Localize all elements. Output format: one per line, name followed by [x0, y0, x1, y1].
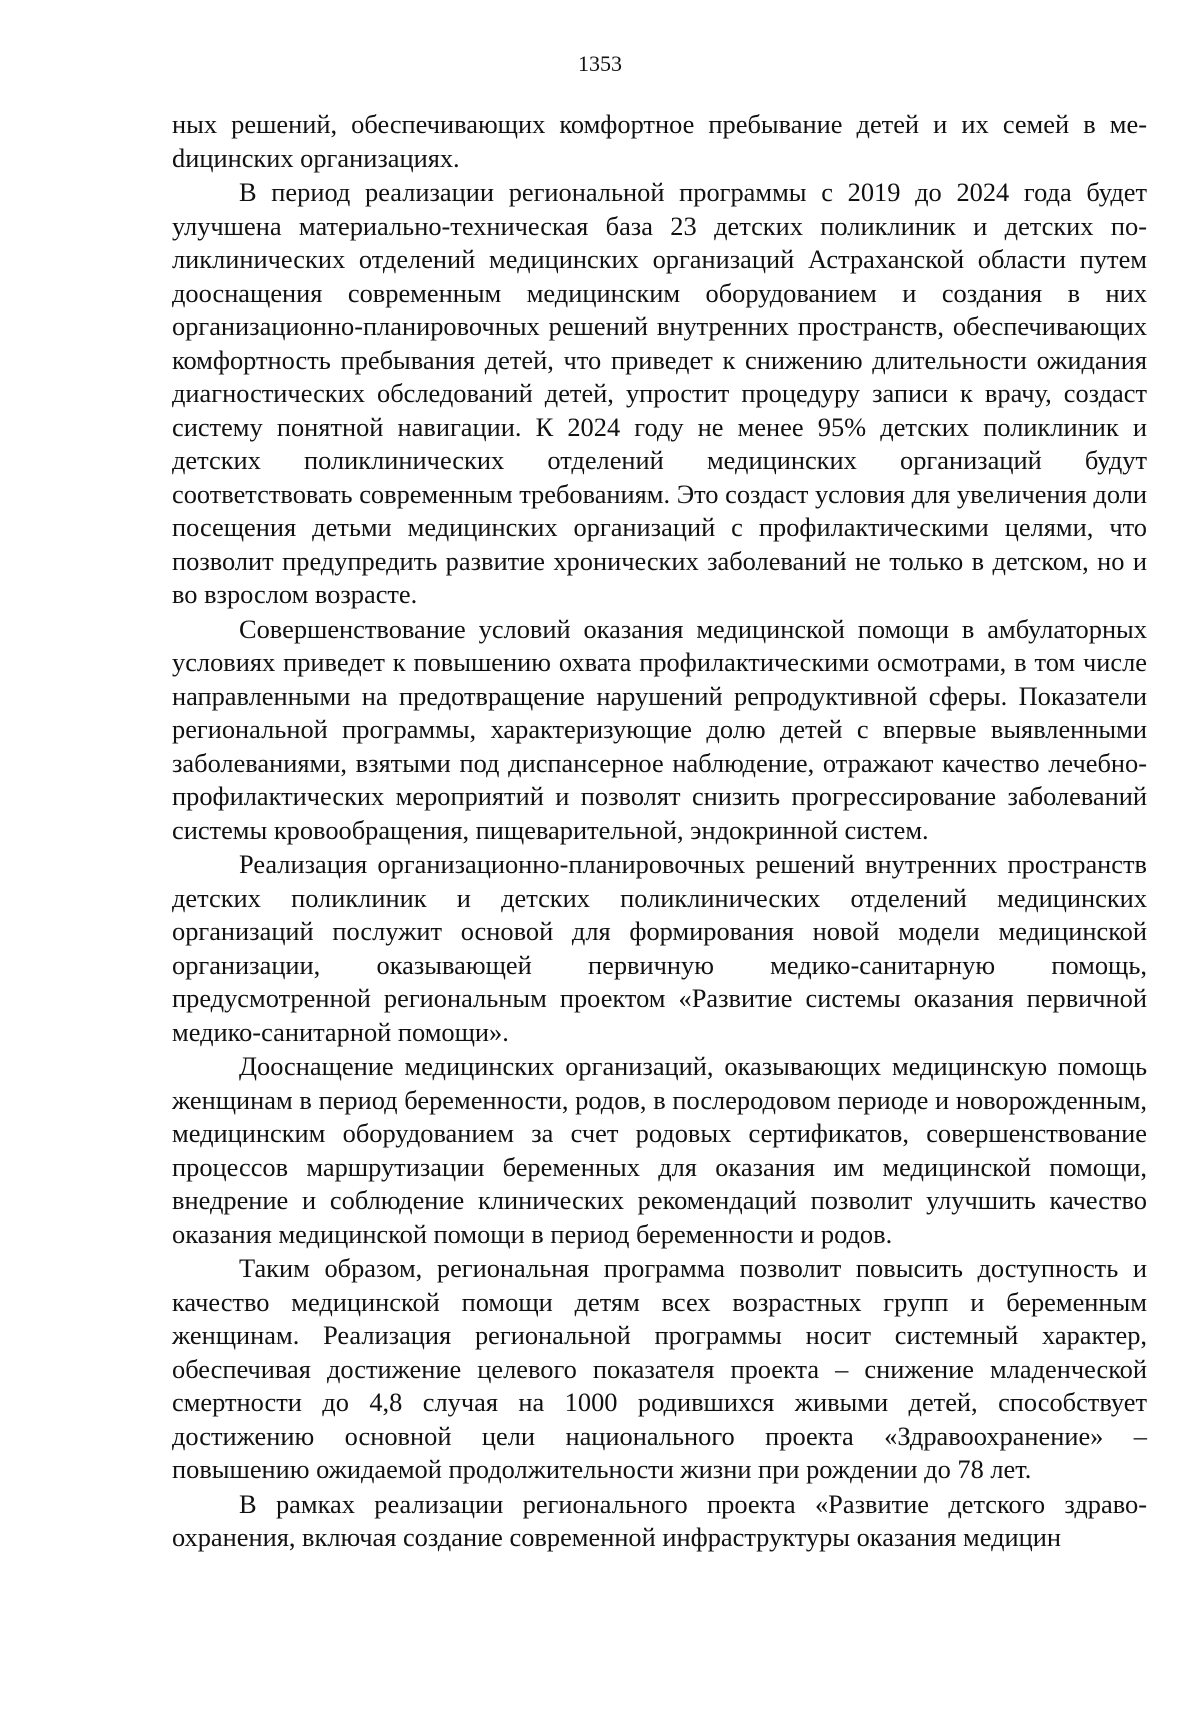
page-number: 1353	[578, 51, 622, 76]
paragraph-conclusion: Таким образом, региональная программа позволит повысить доступность и качество медицинской помощи детям всех возрастных групп и беременным женщинам. Реализация региональной программы носит системный характер, обеспечивая достижение целевого показателя проекта – снижение младенческой смертности до 4,8 случая на 1000 родившихся живыми детей, способствует достижению основной цели национального проекта «Здравоохранение» – повышению ожидаемой продолжительности жизни при рождении до 78 лет.	[172, 1253, 1147, 1484]
paragraph-regional-project: В рамках реализации регионального проекта «Развитие детского здравоохранения, включая создание современной инфраструктуры оказания медицин	[172, 1488, 1147, 1552]
paragraph-planning-solutions: Реализация организационно-планировочных решений внутренних пространств детских поликлиник и детских поликлинических отделений медицинских организаций послужит основой для формирования новой модели медицинской организации, оказывающей первичную медико-санитарную помощь, предусмотренной региональным проектом «Развитие системы оказания первичной медико-санитарной помощи».	[172, 849, 1147, 1047]
paragraph-outpatient-improvement: Совершенствование условий оказания медицинской помощи в амбулаторных условиях приведет к повышению охвата профилактическими осмотрами, в том числе направленными на предотвращение нарушений репродуктивной сферы. Показатели региональной программы, характеризующие долю детей с впервые выявленными заболеваниями, взятыми под диспансерное наблюдение, отражают качество лечебно-профилактических мероприятий и позволят снизить прогрессирование заболеваний системы кровообращения, пищеварительной, эндокринной систем.	[172, 613, 1147, 845]
paragraph-continuation: ных решений, обеспечивающих комфортное пребывание детей и их семей в меdицинских организациях.	[172, 109, 1147, 173]
paragraph-program-period: В период реализации региональной программы с 2019 до 2024 года будет улучшена материально-техническая база 23 детских поликлиник и детских поликлинических отделений медицинских организаций Астраханской области путем дооснащения современным медицинским оборудованием и создания в них организационно-планировочных решений внутренних пространств, обеспечивающих комфортность пребывания детей, что приведет к снижению длительности ожидания диагностических обследований детей, упростит процедуру записи к врачу, создаст систему понятной навигации. К 2024 году не менее 95% детских поликлиник и детских поликлинических отделений медицинских организаций будут соответствовать современным требованиям. Это создаст условия для увеличения доли посещения детьми медицинских организаций с профилактическими целями, что позволит предупредить развитие хронических заболеваний не только в детском, но и во взрослом возрасте.	[172, 177, 1147, 609]
document-body	[172, 108, 1147, 1555]
paragraph-equipment: Дооснащение медицинских организаций, оказывающих медицинскую помощь женщинам в период беременности, родов, в послеродовом периоде и новорожденным, медицинским оборудованием за счет родовых сертификатов, совершенствование процессов маршрутизации беременных для оказания им медицинской помощи, внедрение и соблюдение клинических рекомендаций позволит улучшить качество оказания медицинской помощи в период беременности и родов.	[172, 1051, 1147, 1249]
